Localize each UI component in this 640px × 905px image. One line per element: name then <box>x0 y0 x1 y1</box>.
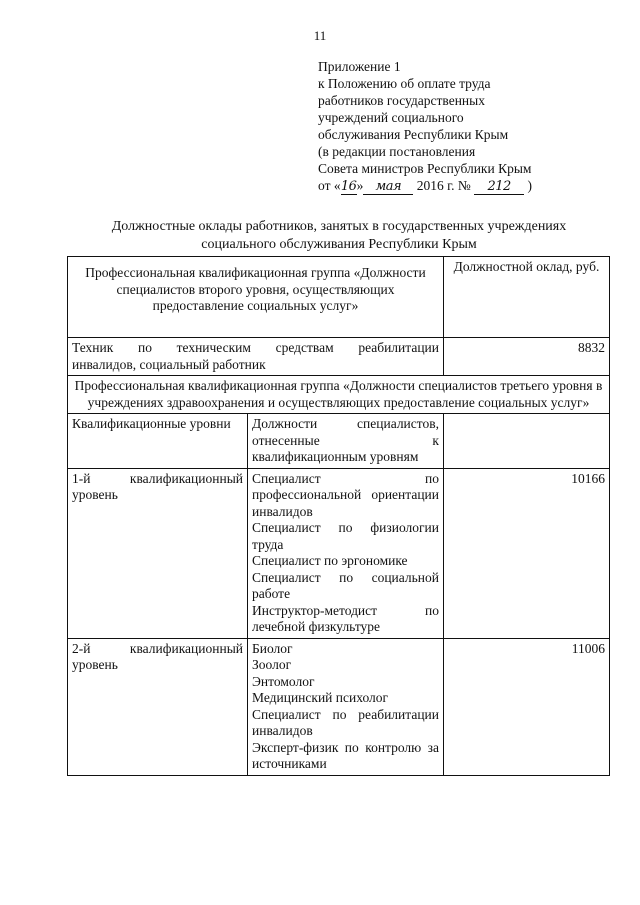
quote-open: « <box>333 178 341 193</box>
position-item: Специалист по эргономике <box>252 553 408 568</box>
subheader-positions-line: отнесенные к <box>252 432 439 448</box>
row1-position-cell <box>68 338 444 376</box>
position-item: Биолог <box>252 640 293 656</box>
level-line: 1-й квалификационный <box>72 470 243 486</box>
appendix-line: работников государственных <box>318 93 485 108</box>
table-row <box>68 338 610 376</box>
table-subheader-row <box>68 414 610 469</box>
subheader-positions-cell <box>248 414 444 469</box>
header-salary-cell: Должностной оклад, руб. <box>444 257 610 338</box>
table-header-row <box>68 257 610 338</box>
level-line: 2-й квалификационный <box>72 640 243 656</box>
handwritten-number: 212 <box>474 180 524 195</box>
quote-close: » <box>356 178 364 193</box>
position-item: Специалист по реабилитации инвалидов <box>252 706 439 738</box>
year-text: 2016 г. № <box>416 178 471 193</box>
position-item: Специалист по социальной работе <box>252 569 439 601</box>
level-line: уровень <box>72 657 118 672</box>
level1-positions-cell <box>248 468 444 638</box>
position-item: Специалист по профессиональной ориентации инвалидов <box>252 470 439 519</box>
title-line: Должностные оклады работников, занятых в государственных учреждениях <box>111 219 567 234</box>
row1-position-line: Техник по техническим средствам реабилитации <box>72 340 439 355</box>
subheader-empty-cell <box>444 414 610 469</box>
close-paren: ) <box>527 178 533 193</box>
appendix-line: Совета министров Республики Крым <box>318 161 532 176</box>
position-item: Специалист по физиологии труда <box>252 520 439 552</box>
handwritten-month: мая <box>363 180 413 195</box>
position-item: Инструктор-методист по лечебной физкультуре <box>252 602 439 634</box>
position-item: Эксперт-физик по контролю за источниками <box>252 739 439 771</box>
level2-cell <box>68 638 248 775</box>
level1-cell <box>68 468 248 638</box>
position-item: Медицинский психолог <box>252 690 389 705</box>
level-line: уровень <box>72 487 118 502</box>
subheader-positions-line: квалификационным уровням <box>252 449 419 464</box>
level2-salary-cell: 11006 <box>444 638 610 775</box>
row1-salary-cell: 8832 <box>444 338 610 376</box>
document-title <box>70 218 608 254</box>
page-number: 11 <box>313 28 327 43</box>
title-line: социального обслуживания Республики Крым <box>201 237 477 252</box>
row1-position-line: инвалидов, социальный работник <box>72 356 266 372</box>
salary-table <box>67 256 610 776</box>
appendix-line: учреждений социального <box>318 110 464 125</box>
appendix-block <box>318 58 618 195</box>
appendix-line: (в редакции постановления <box>318 144 476 159</box>
group2-heading-cell: Профессиональная квалификационная группа «Должности специалистов третьего уровня в учреждениях здравоохранения и осуществляющих предоставление социальных услуг» <box>68 376 610 414</box>
appendix-line: к Положению об оплате труда <box>318 76 491 91</box>
level1-salary-cell: 10166 <box>444 468 610 638</box>
handwritten-day: 16 <box>340 179 357 194</box>
table-row <box>68 638 610 775</box>
subheader-positions-line: Должности специалистов, <box>252 416 439 431</box>
level2-positions-cell <box>248 638 444 775</box>
appendix-line: обслуживания Республики Крым <box>318 127 509 142</box>
appendix-date-line <box>318 177 618 195</box>
table-row <box>68 468 610 638</box>
appendix-line: Приложение 1 <box>318 59 401 74</box>
date-prefix: от <box>318 178 331 193</box>
position-item: Зоолог <box>252 657 292 672</box>
subheader-levels-cell: Квалификационные уровни <box>68 414 248 469</box>
table-row <box>68 376 610 414</box>
header-group-cell: Профессиональная квалификационная группа «Должности специалистов второго уровня, осуществляющих предоставление социальных услуг» <box>68 257 444 338</box>
position-item: Энтомолог <box>252 673 315 689</box>
